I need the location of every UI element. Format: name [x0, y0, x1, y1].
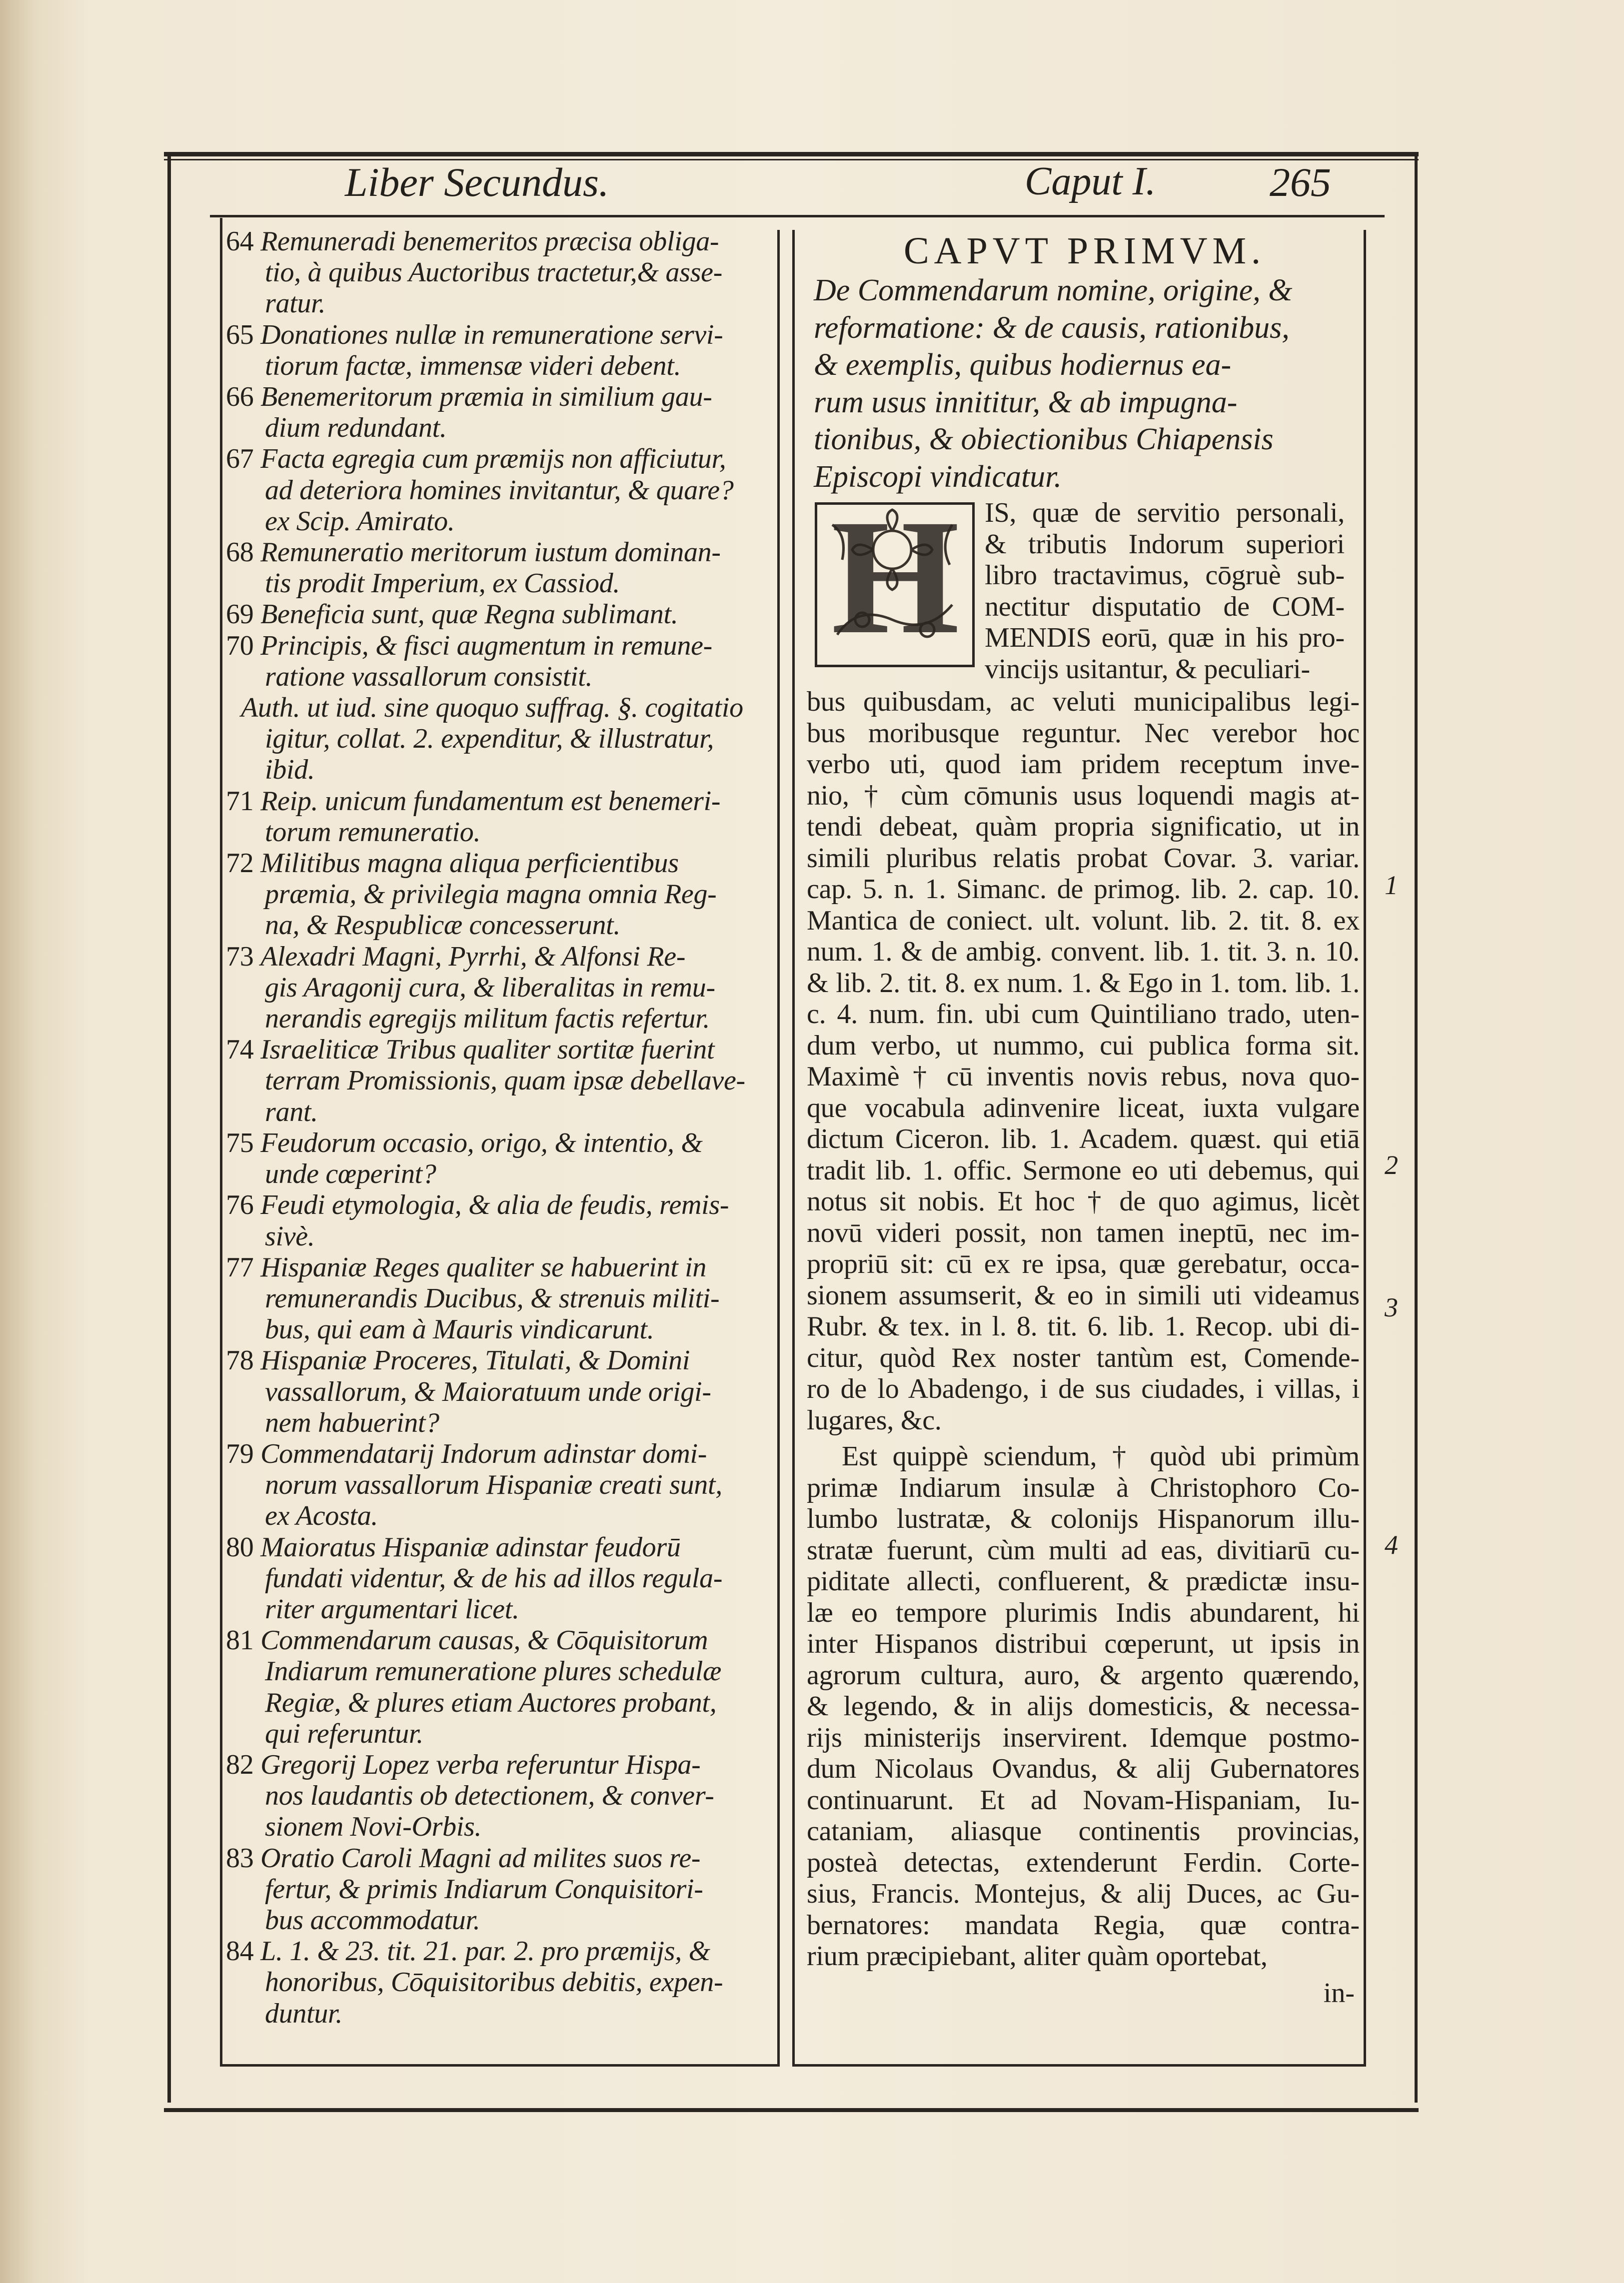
index-entry — [226, 537, 775, 599]
text-line: num. 1. & de ambig. convent. lib. 1. tit. 3. n. 10. — [807, 936, 1360, 967]
index-entry — [226, 381, 775, 443]
margin-number-3: 3 — [1385, 1292, 1398, 1322]
index-entry — [226, 1189, 775, 1251]
index-entry-line: 77 Hispaniæ Reges qualiter se habuerint in — [226, 1251, 707, 1283]
index-entry-line: duntur. — [265, 1998, 343, 2029]
index-entry-line: 75 Feudorum occasio, origo, & intentio, & — [226, 1127, 703, 1158]
index-column — [226, 226, 775, 2060]
initial-letter: H — [831, 502, 960, 667]
index-entry-number: 74 — [226, 1034, 261, 1066]
margin-number-1: 1 — [1385, 870, 1398, 900]
subtitle-line: Episcopi vindicatur. — [814, 459, 1062, 494]
index-entry-line: 83 Oratio Caroli Magni ad milites suos re- — [226, 1842, 701, 1874]
subtitle-line: reformatione: & de causis, rationibus, — [814, 310, 1290, 345]
chapter-subtitle — [800, 272, 1360, 495]
index-entry — [226, 319, 775, 381]
index-entry-line: ad deteriora homines invitantur, & quare? — [265, 474, 734, 506]
index-entry-line: terram Promissionis, quam ipsæ debellave- — [265, 1065, 745, 1097]
index-entry-line: Regiæ, & plures etiam Auctores probant, — [265, 1687, 717, 1718]
index-entry-line: 81 Commendarum causas, & Cōquisitorum — [226, 1625, 708, 1656]
index-entry — [226, 1749, 775, 1843]
index-entry-line: nem habuerint? — [265, 1407, 439, 1438]
index-entry-line: 71 Reip. unicum fundamentum est benemeri- — [226, 785, 721, 817]
index-entry-line: gis Aragonij cura, & liberalitas in remu- — [265, 972, 715, 1003]
index-entry-line: honoribus, Cōquisitoribus debitis, expen- — [265, 1967, 723, 1998]
text-line: læ eo tempore plurimis Indis abundarent, hi — [807, 1597, 1360, 1628]
index-entry-number: 65 — [226, 319, 261, 350]
paragraph-2 — [800, 1441, 1360, 1972]
catchword: in- — [1323, 1977, 1355, 2009]
index-entry-number: 77 — [226, 1251, 261, 1283]
index-entry-line: sivè. — [265, 1220, 315, 1252]
text-box-left — [792, 230, 795, 2066]
index-entry — [226, 1532, 775, 1625]
text-line: bus quibusdam, ac veluti municipalibus legi- — [807, 686, 1360, 717]
index-entry — [226, 1936, 775, 2029]
index-entry-line: 73 Alexadri Magni, Pyrrhi, & Alfonsi Re- — [226, 941, 686, 972]
running-head-left: Liber Secundus. — [345, 159, 609, 205]
text-line: dum verbo, ut nummo, cui publica forma sit. — [807, 1030, 1360, 1061]
frame-left-line — [167, 156, 171, 2103]
index-entry-line: 69 Beneficia sunt, quæ Regna sublimant. — [226, 599, 678, 630]
index-entry-line: remunerandis Ducibus, & strenuis militi- — [265, 1282, 720, 1314]
index-entry-line: tis prodit Imperium, ex Cassiod. — [265, 568, 620, 599]
text-line: continuarunt. Et ad Novam-Hispaniam, Iu- — [807, 1784, 1360, 1816]
index-entry-number: 66 — [226, 381, 261, 413]
index-entry-line: fundati videntur, & de his ad illos regula- — [265, 1562, 723, 1594]
text-line: inter Hispanos distribui cœperunt, ut ipsis in — [807, 1628, 1360, 1659]
index-entry-line: torum remuneratio. — [265, 816, 481, 848]
index-entry — [226, 599, 775, 630]
subtitle-line: & exemplis, quibus hodiernus ea- — [814, 348, 1232, 382]
index-entry-line: 66 Benemeritorum præmia in similium gau- — [226, 381, 712, 413]
index-entry-line: riter argumentari licet. — [265, 1593, 519, 1625]
index-entry-line: igitur, collat. 2. expenditur, & illustratur, — [265, 723, 714, 755]
index-entry-number: 81 — [226, 1625, 261, 1656]
index-entry-line: Indiarum remuneratione plures schedulæ — [265, 1656, 722, 1687]
text-line: agrorum cultura, auro, & argento quærendo, — [807, 1659, 1360, 1691]
index-entry — [226, 941, 775, 1035]
text-box-right — [1364, 230, 1366, 2066]
index-entry-number: 84 — [226, 1936, 261, 1967]
index-entry-line: ratione vassallorum consistit. — [265, 661, 593, 692]
index-entry — [226, 1128, 775, 1189]
index-entry-line: ex Scip. Amirato. — [265, 505, 455, 537]
index-entry-line: 72 Militibus magna aliqua perficientibus — [226, 848, 679, 879]
index-entry-line: tiorum factæ, immensæ videri debent. — [265, 350, 681, 381]
text-line: posteà detectas, extenderunt Ferdin. Corte- — [807, 1847, 1360, 1878]
text-line: lugares, &c. — [807, 1404, 942, 1436]
index-entry — [226, 1625, 775, 1749]
index-entry-number: 75 — [226, 1127, 261, 1158]
text-line: propriū sit: cū ex re ipsa, quæ gerebatur, occa- — [807, 1248, 1360, 1279]
running-head-chapter: Caput I. — [1025, 159, 1156, 203]
text-line: novū videri possit, non tamen ineptū, nec im- — [807, 1217, 1360, 1248]
index-entry-number: 71 — [226, 785, 261, 817]
text-line: bernatores: mandata Regia, quæ contra- — [807, 1909, 1360, 1941]
index-entry-line: 74 Israeliticæ Tribus qualiter sortitæ fuerint — [226, 1034, 715, 1066]
index-entry — [226, 1843, 775, 1936]
text-line: Maximè † cū inventis novis rebus, nova quo- — [807, 1061, 1360, 1092]
text-line: verbo uti, quod iam pridem receptum inve- — [807, 749, 1360, 780]
index-entry-line: 80 Maioratus Hispaniæ adinstar feudorū — [226, 1531, 681, 1563]
index-entry-line: na, & Respublicæ concesserunt. — [265, 910, 621, 941]
index-entry-line: dium redundant. — [265, 412, 447, 444]
index-entry-line: 82 Gregorij Lopez verba referuntur Hispa- — [226, 1749, 701, 1780]
text-line: cap. 5. n. 1. Simanc. de primog. lib. 2. cap. 10. — [807, 874, 1360, 905]
index-entry — [226, 1438, 775, 1532]
header-underline — [210, 215, 1385, 217]
text-line: & tributis Indorum superiori — [985, 528, 1345, 560]
index-entry-line: præmia, & privilegia magna omnia Reg- — [265, 879, 717, 910]
index-entry-line: ex Acosta. — [265, 1500, 378, 1532]
index-entry-line: rant. — [265, 1096, 318, 1128]
text-line: piditate allecti, confluerent, & prædictæ insu- — [807, 1566, 1360, 1597]
text-line: IS, quæ de servitio personali, — [985, 497, 1345, 528]
top-rule — [164, 152, 1419, 156]
text-line: simili pluribus relatis probat Covar. 3. variar. — [807, 842, 1360, 874]
index-entry-line: 79 Commendatarij Indorum adinstar domi- — [226, 1438, 707, 1469]
text-line: que vocabula adinvenire liceat, iuxta vulgare — [807, 1092, 1360, 1124]
index-entry-number: 64 — [226, 226, 261, 257]
index-entry — [226, 786, 775, 848]
text-line: Est quippè sciendum, † quòd ubi primùm — [842, 1441, 1360, 1472]
index-entry-line: bus accommodatur. — [265, 1904, 480, 1936]
text-line: citur, quòd Rex noster tantùm est, Comende- — [807, 1342, 1360, 1373]
paragraph-1 — [800, 686, 1360, 1436]
index-entry-line: nerandis egregijs militum factis refertur. — [265, 1003, 710, 1035]
text-line: primæ Indiarum insulæ à Christophoro Co- — [807, 1472, 1360, 1503]
subtitle-line: rum usus innititur, & ab impugna- — [814, 385, 1238, 419]
bottom-rule — [164, 2108, 1419, 2112]
index-box-bottom — [220, 2064, 780, 2067]
margin-number-2: 2 — [1385, 1150, 1398, 1180]
text-line: stratæ fuerunt, cùm multi ad eas, divitiarū cu- — [807, 1534, 1360, 1566]
index-entry-line: 76 Feudi etymologia, & alia de feudis, remis- — [226, 1189, 729, 1221]
index-entry-number: 79 — [226, 1438, 261, 1469]
frame-right-line — [1415, 156, 1418, 2103]
index-entry-line: bus, qui eam à Mauris vindicarunt. — [265, 1314, 654, 1345]
text-line: libro tractavimus, cōgruè sub- — [985, 560, 1345, 591]
text-line: cataniam, aliasque continentis provincias, — [807, 1816, 1360, 1847]
text-line: sius, Francis. Montejus, & alij Duces, ac Gu- — [807, 1878, 1360, 1909]
index-entry — [226, 1345, 775, 1438]
index-entry-number: 69 — [226, 599, 261, 630]
text-line: bus moribusque reguntur. Nec verebor hoc — [807, 717, 1360, 749]
index-entry-line: fertur, & primis Indiarum Conquisitori- — [265, 1873, 703, 1905]
main-text-column — [800, 226, 1360, 2060]
index-entry-line: 78 Hispaniæ Proceres, Titulati, & Domini — [226, 1345, 690, 1376]
index-entry-number: 80 — [226, 1531, 261, 1563]
index-entry — [226, 692, 775, 786]
index-entry — [226, 630, 775, 692]
index-entry-line: qui referuntur. — [265, 1718, 423, 1749]
index-entry-number: 72 — [226, 848, 261, 879]
opening-lines — [985, 497, 1345, 685]
text-line: tradit lib. 1. offic. Sermone eo uti debemus, qui — [807, 1154, 1360, 1186]
index-entry — [226, 1252, 775, 1345]
index-entry-number: 78 — [226, 1345, 261, 1376]
index-entry — [226, 848, 775, 941]
page-number: 265 — [1270, 159, 1331, 205]
text-line: rium præcipiebant, aliter quàm oportebat, — [807, 1941, 1268, 1972]
index-entry-number: 70 — [226, 630, 261, 661]
decorated-initial — [815, 502, 975, 667]
text-line: notus sit nobis. Et hoc † de quo agimus, licèt — [807, 1186, 1360, 1217]
index-entry-number: 76 — [226, 1189, 261, 1221]
text-line: Rubr. & tex. in l. 8. tit. 6. lib. 1. Recop. ubi di- — [807, 1311, 1360, 1342]
text-line: & lib. 2. tit. 8. ex num. 1. & Ego in 1. tom. lib. 1. — [807, 967, 1360, 999]
index-entry-line: 67 Facta egregia cum præmijs non afficiutur, — [226, 443, 726, 475]
index-entry-line: tio, à quibus Auctoribus tractetur,& asse- — [265, 257, 723, 288]
text-line: tendi debeat, quàm propria significatio, ut in — [807, 811, 1360, 842]
text-line: Mantica de coniect. ult. volunt. lib. 2. tit. 8. ex — [807, 905, 1360, 936]
index-entry-line: Auth. ut iud. sine quoquo suffrag. §. cogitatio — [241, 692, 743, 724]
subtitle-line: De Commendarum nomine, origine, & — [814, 273, 1293, 307]
text-line: lumbo lustratæ, & colonijs Hispanorum illu- — [807, 1503, 1360, 1534]
index-entry-line: unde cœperint? — [265, 1158, 436, 1190]
index-entry-line: 64 Remuneradi benemeritos præcisa obliga- — [226, 226, 719, 257]
index-entry-line: norum vassallorum Hispaniæ creati sunt, — [265, 1469, 722, 1501]
index-entry-number: 83 — [226, 1842, 261, 1874]
index-box-right — [777, 230, 780, 2066]
index-entry-number: 73 — [226, 941, 261, 972]
opening-block — [800, 498, 1360, 686]
index-box-top — [220, 218, 222, 2066]
text-line: nio, † cùm cōmunis usus loquendi magis at- — [807, 780, 1360, 811]
index-entry-line: ratur. — [265, 288, 326, 319]
index-entry — [226, 1034, 775, 1128]
text-line: ro de lo Abadengo, i de sus ciudades, i villas, i — [807, 1373, 1360, 1404]
index-entry-line: sionem Novi-Orbis. — [265, 1811, 482, 1843]
index-entry-number: 67 — [226, 443, 261, 475]
text-line: rijs ministerijs inservirent. Idemque postmo- — [807, 1722, 1360, 1753]
text-line: dum Nicolaus Ovandus, & alij Gubernatores — [807, 1753, 1360, 1784]
text-box-bottom — [792, 2064, 1366, 2067]
index-entry-line: 68 Remuneratio meritorum iustum dominan- — [226, 537, 721, 568]
text-line: vincijs usitantur, & peculiari- — [985, 653, 1310, 685]
index-entry — [226, 443, 775, 537]
subtitle-line: tionibus, & obiectionibus Chiapensis — [814, 422, 1274, 456]
text-line: nectitur disputatio de COM- — [985, 591, 1345, 622]
text-line: c. 4. num. fin. ubi cum Quintiliano trado, uten- — [807, 999, 1360, 1030]
index-entry-line: 84 L. 1. & 23. tit. 21. par. 2. pro præmijs, & — [226, 1936, 710, 1967]
index-entry-number: 82 — [226, 1749, 261, 1780]
index-entry-line: ibid. — [265, 754, 315, 786]
text-line: & legendo, & in alijs domesticis, & necessa- — [807, 1691, 1360, 1722]
text-line: MENDIS eorū, quæ in his pro- — [985, 622, 1345, 653]
index-entry-line: 65 Donationes nullæ in remuneratione servi- — [226, 319, 723, 350]
chapter-title: CAPVT PRIMVM. — [903, 230, 1266, 272]
index-entry-line: 70 Principis, & fisci augmentum in remune- — [226, 630, 712, 661]
index-entry-line: vassallorum, & Maioratuum unde origi- — [265, 1376, 711, 1407]
index-entry-line: nos laudantis ob detectionem, & conver- — [265, 1780, 714, 1812]
text-line: dictum Ciceron. lib. 1. Academ. quæst. qui etiā — [807, 1124, 1360, 1154]
margin-number-4: 4 — [1385, 1530, 1398, 1560]
text-line: sionem assumserit, & eo in simili uti videamus — [807, 1279, 1360, 1311]
index-entry-number: 68 — [226, 537, 261, 568]
index-entry — [226, 226, 775, 319]
